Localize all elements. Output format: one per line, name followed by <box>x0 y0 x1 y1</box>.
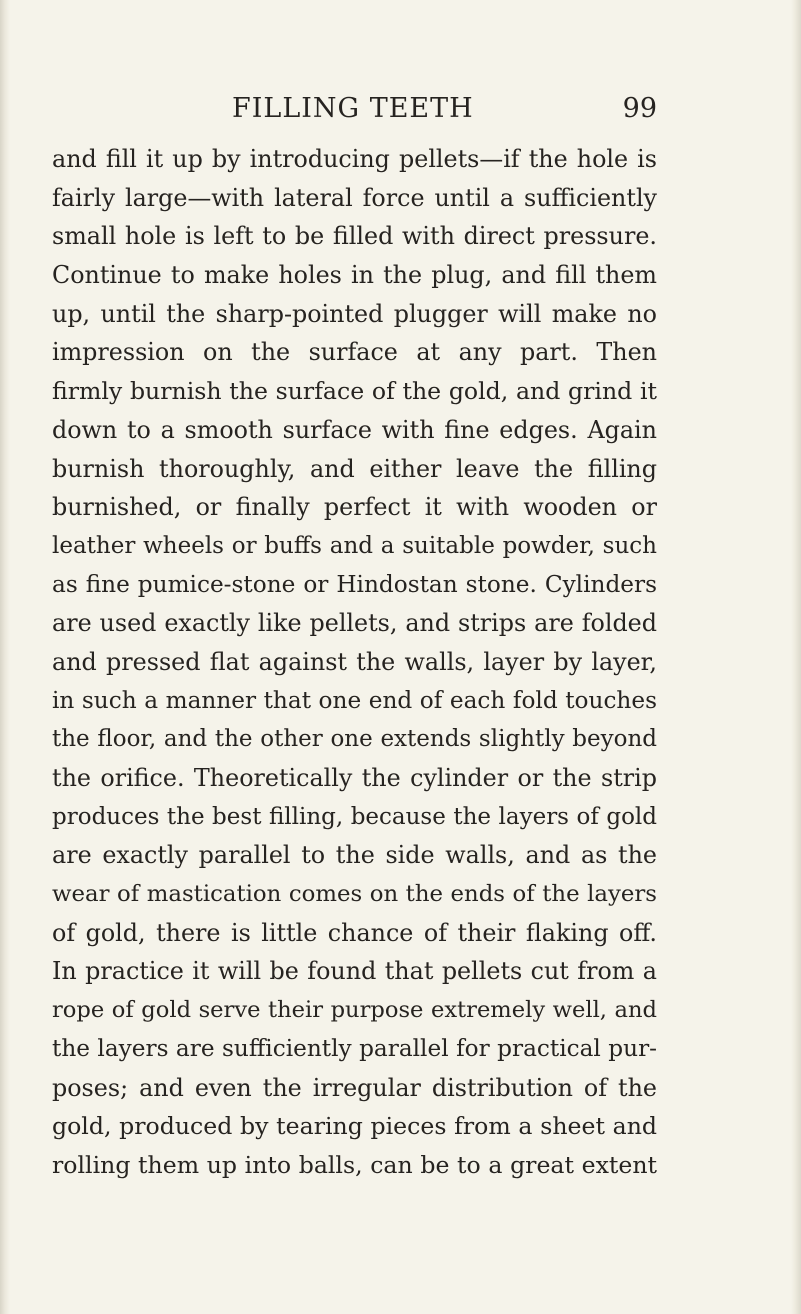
text-line: Continue to make holes in the plug, and fill them <box>52 261 657 290</box>
text-line: the floor, and the other one extends slightly beyond <box>52 726 657 753</box>
text-line: small hole is left to be filled with direct pressure. <box>52 222 657 251</box>
text-line: down to a smooth surface with fine edges. Again <box>52 415 657 444</box>
text-line: and pressed flat against the walls, layer by layer, <box>52 647 657 676</box>
text-line: burnished, or finally perfect it with wooden or <box>52 493 657 522</box>
text-line: are exactly parallel to the side walls, and as the <box>52 841 657 870</box>
text-line: impression on the surface at any part. Then <box>52 338 657 367</box>
text-line: the orifice. Theoretically the cylinder or the strip <box>52 764 657 792</box>
text-line: In practice it will be found that pellets cut from a <box>52 957 657 986</box>
scan-edge-right <box>791 0 801 1314</box>
text-line: up, until the sharp-pointed plugger will make no <box>52 299 657 328</box>
text-line: firmly burnish the surface of the gold, and grind it <box>52 377 657 406</box>
text-line: are used exactly like pellets, and strips are folded <box>52 609 657 638</box>
text-line: in such a manner that one end of each fold touches <box>52 686 657 714</box>
body-text <box>52 140 657 1185</box>
text-line: of gold, there is little chance of their flaking off. <box>52 918 657 947</box>
text-line: rolling them up into balls, can be to a great extent <box>52 1150 657 1179</box>
page-number: 99 <box>622 93 657 124</box>
page-title: FILLING TEETH <box>232 93 474 124</box>
text-line: produces the best filling, because the layers of gold <box>52 803 657 830</box>
scan-edge-left <box>0 0 10 1314</box>
text-line: burnish thoroughly, and either leave the filling <box>52 454 657 483</box>
text-line: the layers are sufficiently parallel for practical pur- <box>52 1034 657 1062</box>
text-line: poses; and even the irregular distribution of the <box>52 1073 657 1102</box>
text-line: gold, produced by tearing pieces from a sheet and <box>52 1112 657 1141</box>
text-line: and fill it up by introducing pellets—if the hole is <box>52 145 657 173</box>
text-line: wear of mastication comes on the ends of the layers <box>52 881 657 908</box>
running-head <box>52 93 657 133</box>
text-line: leather wheels or buffs and a suitable powder, such <box>52 532 657 559</box>
text-line: rope of gold serve their purpose extremely well, and <box>52 997 657 1024</box>
text-line: fairly large—with lateral force until a sufficiently <box>52 183 657 212</box>
text-line: as fine pumice-stone or Hindostan stone. Cylinders <box>52 570 657 598</box>
